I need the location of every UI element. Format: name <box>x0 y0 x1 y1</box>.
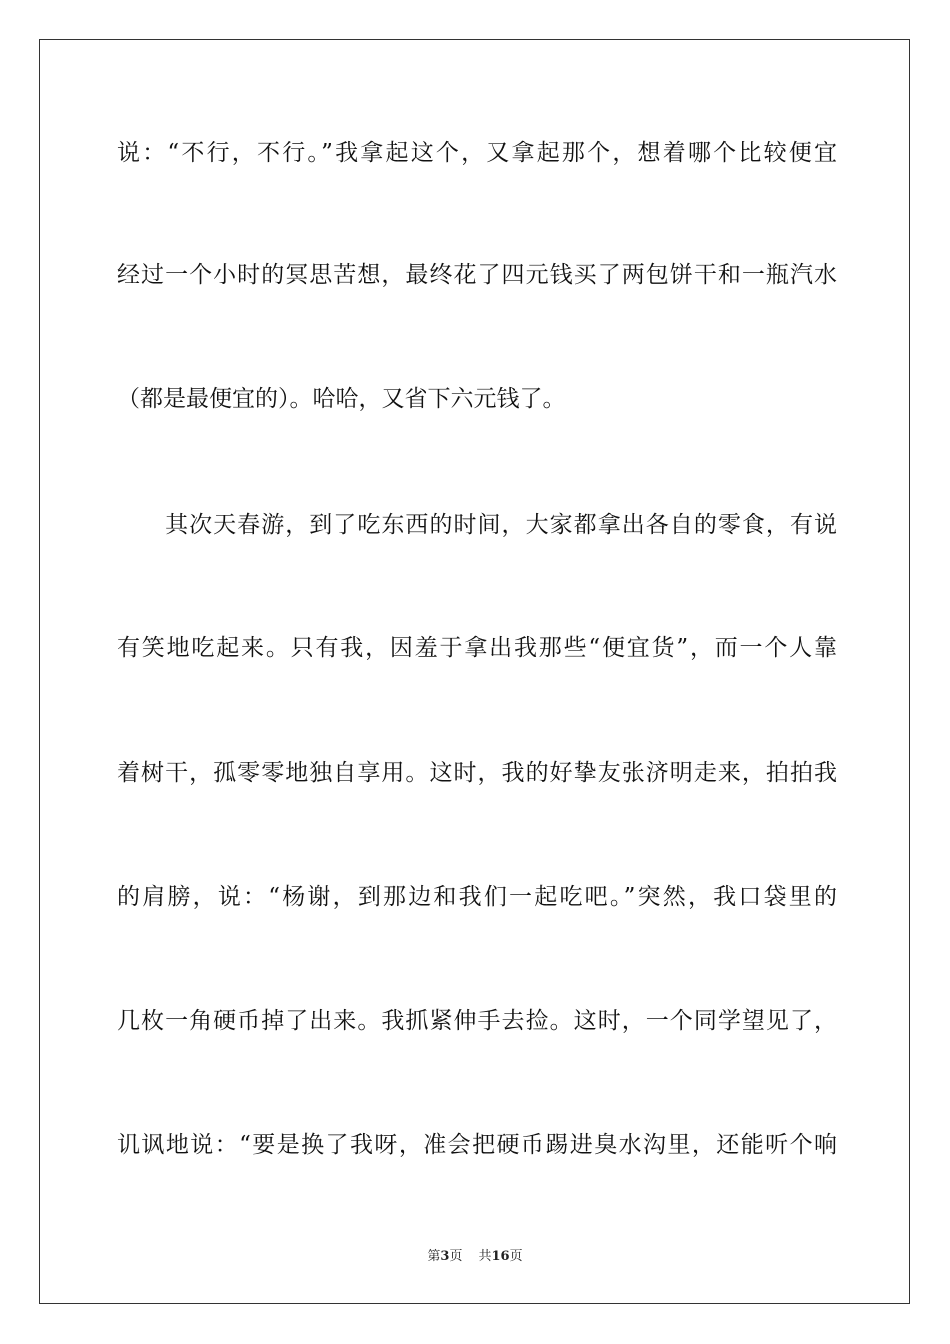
page-footer <box>0 1248 950 1266</box>
text-line-5: 有笑地吃起来。只有我，因羞于拿出我那些“便宜货”，而一个人靠 <box>117 635 837 661</box>
text-line-6: 着树干，孤零零地独自享用。这时，我的好挚友张济明走来，拍拍我 <box>117 760 837 786</box>
total-prefix: 共 <box>478 1249 492 1264</box>
text-line-8: 几枚一角硬币掉了出来。我抓紧伸手去捡。这时，一个同学望见了， <box>117 1008 837 1034</box>
text-line-3: （都是最便宜的）。哈哈，又省下六元钱了。 <box>117 386 566 412</box>
page-prefix: 第 <box>427 1249 441 1264</box>
text-line-7: 的肩膀，说：“杨谢，到那边和我们一起吃吧。”突然，我口袋里的 <box>117 884 837 910</box>
page-suffix: 页 <box>449 1249 463 1264</box>
text-line-4: 其次天春游，到了吃东西的时间，大家都拿出各自的零食，有说 <box>117 512 837 538</box>
page-border <box>39 39 910 1304</box>
page-number: 3 <box>440 1249 450 1264</box>
text-line-2: 经过一个小时的冥思苦想，最终花了四元钱买了两包饼干和一瓶汽水 <box>117 262 837 288</box>
total-pages: 16 <box>491 1249 510 1264</box>
text-line-9: 讥讽地说：“要是换了我呀，准会把硬币踢进臭水沟里，还能听个响 <box>117 1132 837 1158</box>
text-line-1: 说：“不行，不行。”我拿起这个，又拿起那个，想着哪个比较便宜 <box>117 140 837 166</box>
total-suffix: 页 <box>509 1249 523 1264</box>
